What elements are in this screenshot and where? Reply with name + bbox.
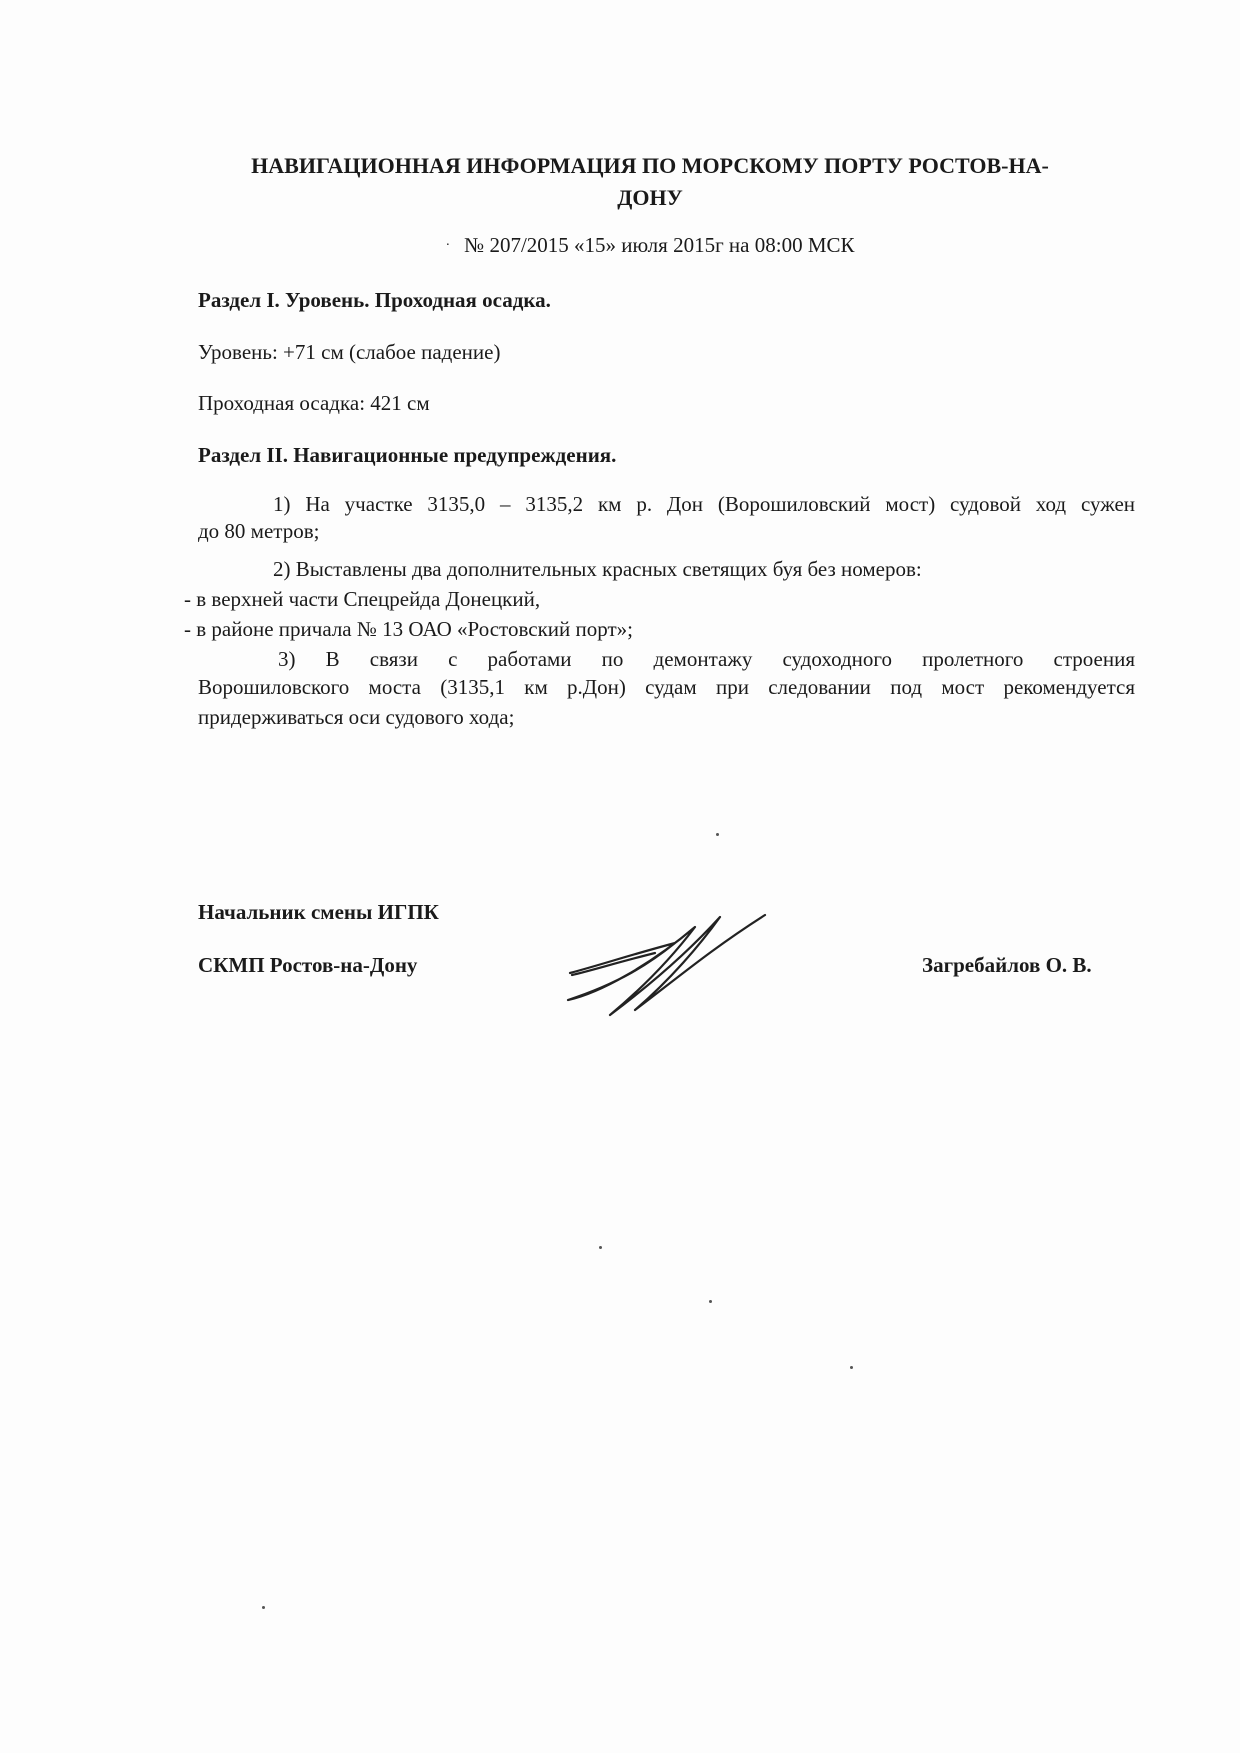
warning-item-3-line-2-wrap — [198, 673, 1135, 701]
warning-item-2-text: 2) Выставлены два дополнительных красных светящих буя без номеров: — [273, 557, 922, 581]
section-1-heading: Раздел I. Уровень. Проходная осадка. — [198, 288, 551, 312]
warning-item-2 — [198, 555, 1135, 583]
warning-item-1-line-2: до 80 метров; — [198, 519, 320, 543]
warning-item-3-line-2: Ворошиловского моста (3135,1 км р.Дон) судам при следовании под мост рекомендуется — [198, 675, 1135, 699]
title-line-2: ДОНУ — [617, 185, 683, 210]
section-2-heading: Раздел II. Навигационные предупреждения. — [198, 443, 617, 467]
scan-speck — [716, 833, 719, 836]
scan-speck — [262, 1606, 265, 1609]
level-value: Уровень: +71 см (слабое падение) — [198, 340, 501, 364]
document-number-line — [200, 233, 1100, 258]
signatory-name: Загребайлов О. В. — [922, 953, 1092, 977]
draft-value: Проходная осадка: 421 см — [198, 391, 430, 415]
signatory-position-line-2: СКМП Ростов-на-Дону — [198, 953, 418, 977]
scan-speck — [709, 1300, 712, 1303]
document-title — [200, 150, 1100, 214]
warning-item-3-line-1: 3) В связи с работами по демонтажу судоходного пролетного строения — [278, 647, 1135, 671]
title-line-1: НАВИГАЦИОННАЯ ИНФОРМАЦИЯ ПО МОРСКОМУ ПОРТУ РОСТОВ-НА- — [251, 153, 1049, 178]
scan-speck — [850, 1366, 853, 1369]
warning-item-3 — [198, 645, 1135, 673]
warning-item-1-line-1: 1) На участке 3135,0 – 3135,2 км р. Дон (Ворошиловский мост) судовой ход сужен — [273, 492, 1135, 516]
warning-item-2-sub-2: - в районе причала № 13 ОАО «Ростовский порт»; — [184, 617, 633, 641]
warning-item-1 — [198, 490, 1135, 518]
warning-item-2-sub-1: - в верхней части Спецрейда Донецкий, — [184, 587, 541, 611]
scan-speck — [599, 1246, 602, 1249]
document-number: № 207/2015 «15» июля 2015г на 08:00 МСК — [464, 233, 855, 257]
handwritten-signature — [560, 905, 780, 1025]
scan-mark: · — [445, 238, 451, 253]
warning-item-3-line-3: придерживаться оси судового хода; — [198, 705, 515, 729]
signatory-position-line-1: Начальник смены ИГПК — [198, 900, 439, 924]
